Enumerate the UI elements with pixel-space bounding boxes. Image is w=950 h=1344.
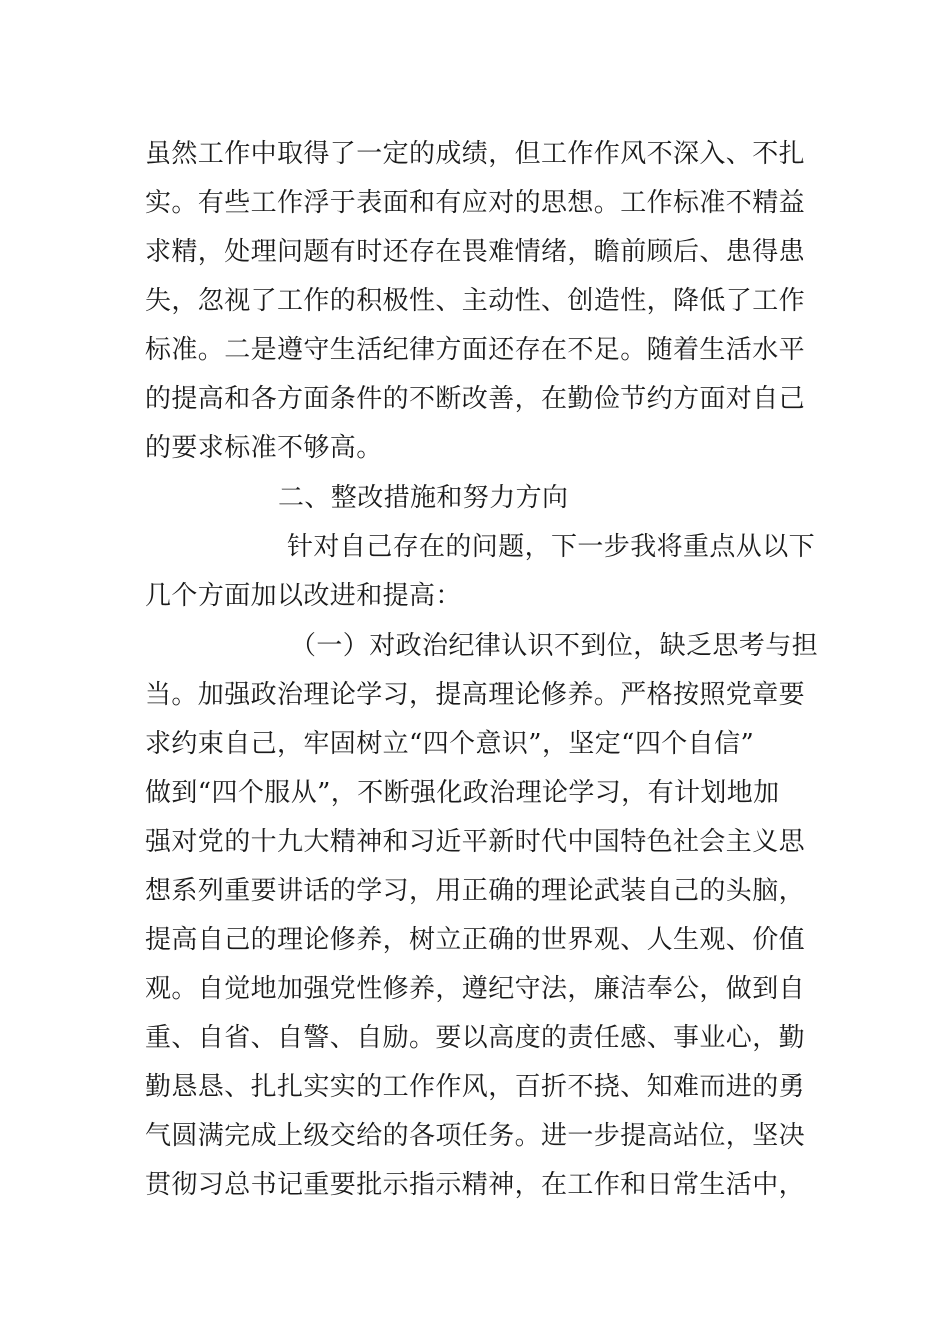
- text-line: 气圆满完成上级交给的各项任务。进一步提高站位，坚决: [145, 1121, 806, 1151]
- text-line: 强对党的十九大精神和习近平新时代中国特色社会主义思: [145, 827, 806, 857]
- text-line: 的要求标准不够高。: [145, 433, 383, 463]
- text-line: 做到“四个服从”，不断强化政治理论学习，有计划地加: [145, 778, 780, 808]
- text-line: 求约束自己，牢固树立“四个意识”，坚定“四个自信”: [145, 729, 755, 759]
- text-line: 勤恳恳、扎扎实实的工作作风，百折不挠、知难而进的勇: [145, 1072, 806, 1102]
- text-line: 观。自觉地加强党性修养，遵纪守法，廉洁奉公，做到自: [145, 974, 806, 1004]
- text-line: 的提高和各方面条件的不断改善，在勤俭节约方面对自己: [145, 384, 806, 414]
- text-line: 针对自己存在的问题，下一步我将重点从以下: [287, 532, 816, 562]
- subsection-heading: （一）对政治纪律认识不到位，缺乏思考与担: [290, 631, 819, 661]
- text-line: 贯彻习总书记重要批示指示精神，在工作和日常生活中，: [145, 1170, 806, 1200]
- text-line: 求精，处理问题有时还存在畏难情绪，瞻前顾后、患得患: [145, 237, 806, 267]
- text-line: 虽然工作中取得了一定的成绩，但工作作风不深入、不扎: [145, 139, 806, 169]
- text-line: 标准。二是遵守生活纪律方面还存在不足。随着生活水平: [145, 335, 806, 365]
- section-heading: 二、整改措施和努力方向: [278, 483, 569, 513]
- text-line: 失，忽视了工作的积极性、主动性、创造性，降低了工作: [145, 286, 806, 316]
- text-line: 几个方面加以改进和提高：: [145, 581, 462, 611]
- text-line: 提高自己的理论修养，树立正确的世界观、人生观、价值: [145, 925, 806, 955]
- text-line: 实。有些工作浮于表面和有应对的思想。工作标准不精益: [145, 188, 806, 218]
- text-line: 当。加强政治理论学习，提高理论修养。严格按照党章要: [145, 680, 806, 710]
- text-line: 重、自省、自警、自励。要以高度的责任感、事业心，勤: [145, 1023, 806, 1053]
- text-line: 想系列重要讲话的学习，用正确的理论武装自己的头脑，: [145, 876, 806, 906]
